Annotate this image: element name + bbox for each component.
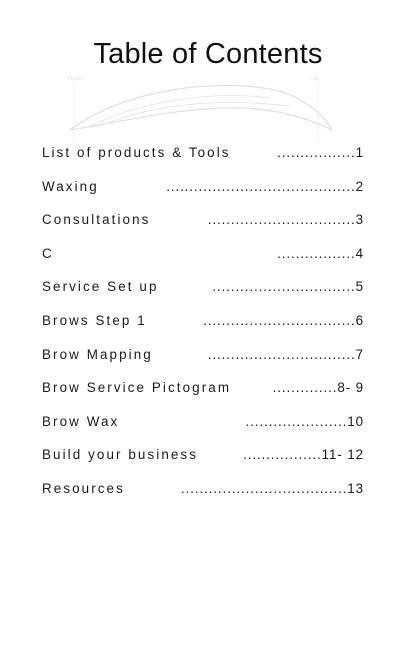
toc-entry-label: Brow Wax: [42, 414, 120, 429]
toc-entry-label: Waxing: [42, 179, 99, 194]
toc-entry: [42, 177, 364, 197]
toc-entry-page: ..............8- 9: [272, 380, 364, 395]
toc-entry-page: .................4: [277, 246, 364, 261]
toc-entry-page: ......................10: [245, 414, 364, 429]
toc-entry: [42, 479, 364, 499]
toc-entry: [42, 445, 364, 465]
toc-entry-label: Brow Mapping: [42, 347, 153, 362]
toc-entry-label: Brow Service Pictogram: [42, 380, 232, 395]
toc-entry-label: Build your business: [42, 447, 199, 462]
toc-entry-page: ................................7: [207, 347, 364, 362]
toc-entry-label: Consultations: [42, 212, 151, 227]
toc-entry-page: .................1: [277, 145, 364, 160]
toc-entry-page: .........................................2: [166, 179, 364, 194]
toc-entry-page: ................................3: [207, 212, 364, 227]
toc-entry-label: C: [42, 246, 54, 261]
toc-entry-label: Brows Step 1: [42, 313, 147, 328]
toc-entry: [42, 311, 364, 331]
toc-entry-label: Resources: [42, 481, 125, 496]
toc-entry: [42, 210, 364, 230]
toc-entry-label: List of products & Tools: [42, 145, 231, 160]
toc-entry-page: .................11- 12: [243, 447, 364, 462]
toc-entry: [42, 277, 364, 297]
toc-entry: [42, 244, 364, 264]
toc-entry-page: ....................................13: [180, 481, 364, 496]
toc-entry-page: .................................6: [203, 313, 364, 328]
art-label-right: Tail: [310, 76, 320, 82]
toc-entry-label: Service Set up: [42, 279, 159, 294]
toc-entry: [42, 378, 364, 398]
toc-entry-page: ...............................5: [212, 279, 364, 294]
toc-entry: [42, 143, 364, 163]
toc-entry: [42, 412, 364, 432]
page-title: Table of Contents: [93, 38, 323, 70]
art-label-left: Head: [68, 76, 83, 82]
toc-entry: [42, 345, 364, 365]
eyebrow-illustration: [60, 72, 340, 152]
